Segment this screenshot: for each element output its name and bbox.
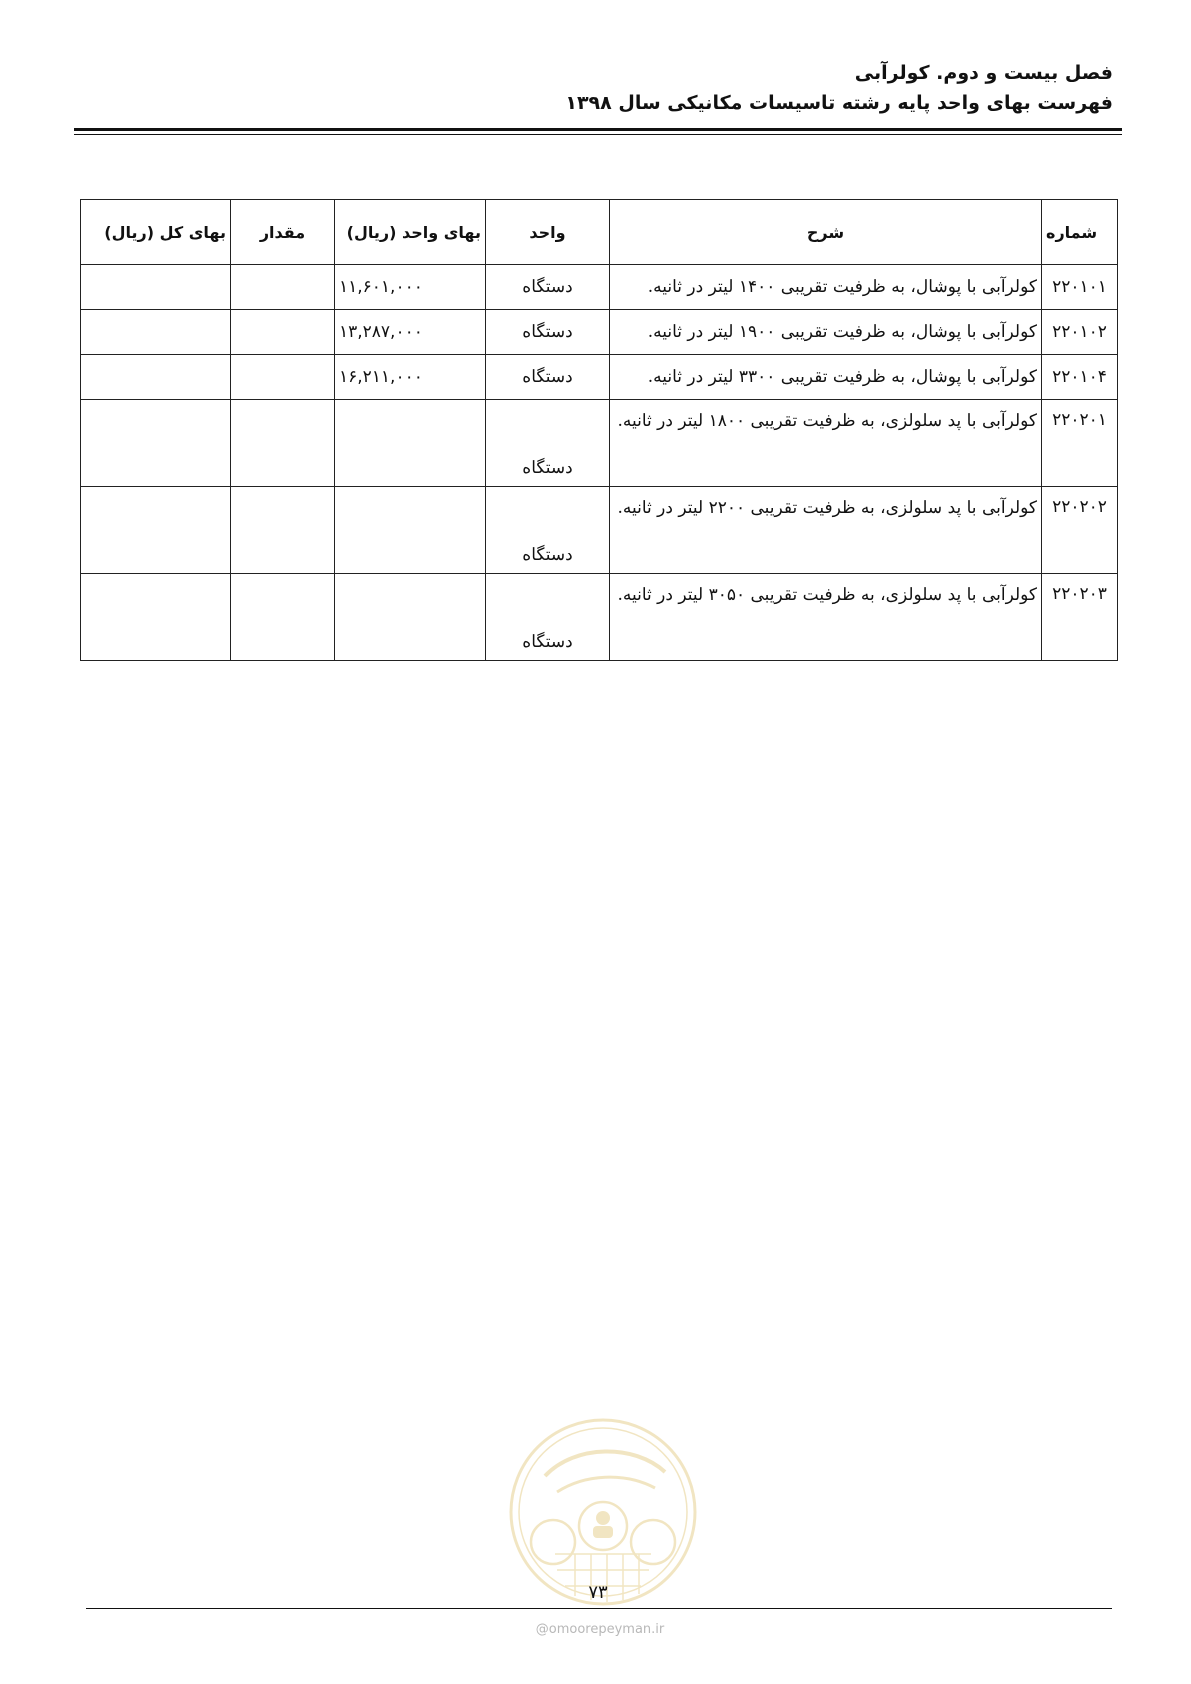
table-row: [81, 355, 1118, 400]
row-quantity: [231, 265, 335, 310]
row-quantity: [231, 487, 335, 574]
header-quantity: مقدار: [231, 200, 335, 265]
header-unit: واحد: [486, 200, 610, 265]
row-unit-price: ۱۱,۶۰۱,۰۰۰: [335, 265, 486, 310]
header-rule-thin: [74, 134, 1122, 135]
watermark-logo: [505, 1414, 701, 1610]
row-total-price: [81, 355, 231, 400]
row-description: کولرآبی با پوشال، به ظرفیت تقریبی ۱۹۰۰ لیتر در ثانیه.: [610, 310, 1042, 355]
header-rule-thick: [74, 128, 1122, 131]
row-description: کولرآبی با پوشال، به ظرفیت تقریبی ۱۴۰۰ لیتر در ثانیه.: [610, 265, 1042, 310]
table-row: [81, 487, 1118, 574]
row-unit-price: [335, 487, 486, 574]
header-code: شماره: [1042, 200, 1118, 265]
row-description: کولرآبی با پد سلولزی، به ظرفیت تقریبی ۲۲۰۰ لیتر در ثانیه.: [610, 487, 1042, 574]
row-unit: دستگاه: [486, 265, 610, 310]
row-unit: دستگاه: [486, 355, 610, 400]
row-code: ۲۲۰۲۰۲: [1042, 487, 1118, 574]
footer-rule: [86, 1608, 1112, 1609]
row-unit-price: ۱۳,۲۸۷,۰۰۰: [335, 310, 486, 355]
row-total-price: [81, 265, 231, 310]
row-description: کولرآبی با پوشال، به ظرفیت تقریبی ۳۳۰۰ لیتر در ثانیه.: [610, 355, 1042, 400]
table-row: [81, 265, 1118, 310]
table-row: [81, 310, 1118, 355]
price-table: [80, 199, 1118, 661]
row-unit-price: [335, 574, 486, 661]
table-row: [81, 400, 1118, 487]
row-unit-price: ۱۶,۲۱۱,۰۰۰: [335, 355, 486, 400]
row-total-price: [81, 400, 231, 487]
page-header: [73, 58, 1113, 118]
row-quantity: [231, 310, 335, 355]
row-description: کولرآبی با پد سلولزی، به ظرفیت تقریبی ۱۸۰۰ لیتر در ثانیه.: [610, 400, 1042, 487]
header-total-price: بهای کل (ریال): [81, 200, 231, 265]
row-unit-price: [335, 400, 486, 487]
row-description: کولرآبی با پد سلولزی، به ظرفیت تقریبی ۳۰۵۰ لیتر در ثانیه.: [610, 574, 1042, 661]
row-quantity: [231, 574, 335, 661]
document-subtitle: فهرست بهای واحد پایه رشته تاسیسات مکانیکی سال ۱۳۹۸: [565, 92, 1113, 114]
row-unit: دستگاه: [486, 574, 610, 661]
chapter-title: فصل بیست و دوم. کولرآبی: [854, 62, 1113, 84]
website-watermark: @omoorepeyman.ir: [535, 1622, 665, 1637]
row-total-price: [81, 310, 231, 355]
header-description: شرح: [610, 200, 1042, 265]
row-quantity: [231, 355, 335, 400]
row-code: ۲۲۰۲۰۱: [1042, 400, 1118, 487]
header-unit-price: بهای واحد (ریال): [335, 200, 486, 265]
row-code: ۲۲۰۱۰۲: [1042, 310, 1118, 355]
row-code: ۲۲۰۲۰۳: [1042, 574, 1118, 661]
row-unit: دستگاه: [486, 487, 610, 574]
row-code: ۲۲۰۱۰۱: [1042, 265, 1118, 310]
page-number: ۷۳: [588, 1582, 608, 1603]
row-quantity: [231, 400, 335, 487]
row-code: ۲۲۰۱۰۴: [1042, 355, 1118, 400]
row-total-price: [81, 574, 231, 661]
row-unit: دستگاه: [486, 310, 610, 355]
row-total-price: [81, 487, 231, 574]
table-row: [81, 574, 1118, 661]
table-header-row: [81, 200, 1118, 265]
row-unit: دستگاه: [486, 400, 610, 487]
